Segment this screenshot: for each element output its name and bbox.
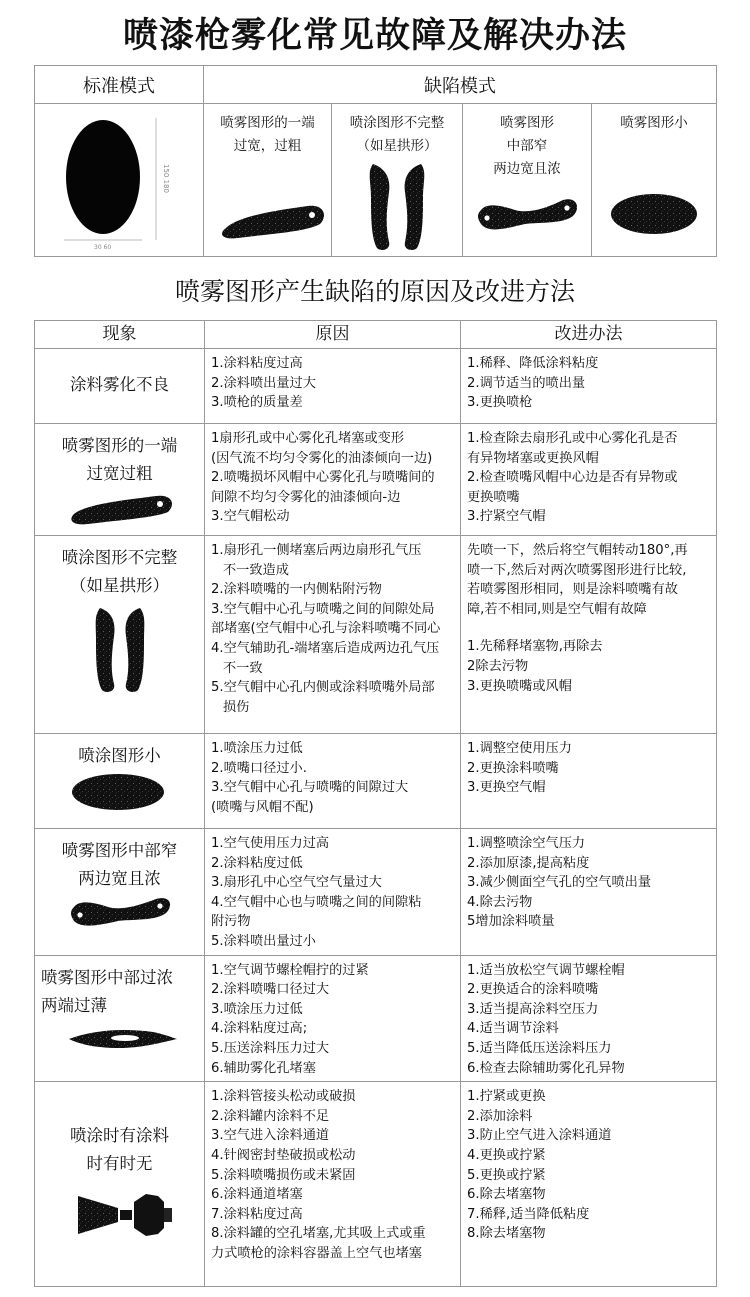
- cause-line: 间隙不均匀令雾化的油漆倾向-边: [211, 489, 401, 505]
- wide-end-pattern: [208, 186, 328, 256]
- column-header-cause: 原因: [205, 321, 461, 349]
- cause-line: 2.涂料罐内涂料不足: [211, 1108, 330, 1124]
- fix-line: 5.更换或拧紧: [467, 1167, 546, 1183]
- fix-line: 2.添加涂料: [467, 1108, 533, 1124]
- fix-line: 3.适当提高涂料空压力: [467, 1001, 599, 1017]
- cause-line: 2.喷嘴损坏风帽中心雾化孔与喷嘴间的: [211, 470, 435, 486]
- defect-caption-line: 过宽，过粗: [233, 138, 302, 154]
- standard-pattern-cell: [35, 104, 204, 257]
- cause-line: 2.涂料喷嘴的一内侧粘附污物: [211, 582, 382, 598]
- fix-line: 3.减少侧面空气孔的空气喷出量: [467, 875, 652, 891]
- phenomenon-cell: [35, 424, 205, 536]
- cause-line: 3.空气帽中心孔与喷嘴的间隙过大: [211, 780, 409, 796]
- header-standard: 标准模式: [35, 66, 204, 104]
- fix-line: 有异物堵塞或更换风帽: [467, 450, 599, 466]
- dense-middle-pattern-icon: [63, 1024, 183, 1054]
- cause-line: 4.空气帽中心也与喷嘴之间的间隙粘: [211, 894, 422, 910]
- cause-line: 不一致: [223, 660, 263, 676]
- fix-cell: [461, 829, 717, 956]
- fix-cell: [461, 734, 717, 829]
- phenomenon-text: 喷涂图形小: [78, 746, 161, 765]
- fix-line: 更换喷嘴: [467, 489, 520, 505]
- defect-cell-narrow-middle: [463, 104, 592, 257]
- column-header-fix: 改进办法: [461, 321, 717, 349]
- phenomenon-cell: [35, 349, 205, 424]
- phenomenon-text: 喷雾图形中部窄: [61, 841, 178, 860]
- fix-line: 3.防止空气进入涂料通道: [467, 1128, 612, 1144]
- cause-line: 2.涂料粘度过低: [211, 855, 303, 871]
- phenomenon-cell: [35, 734, 205, 829]
- cause-line: 3.空气帽中心孔与喷嘴之间的间隙处局: [211, 601, 435, 617]
- cause-cell: [205, 536, 461, 734]
- fix-line: 3.拧紧空气帽: [467, 509, 546, 525]
- phenomenon-text: （如星拱形）: [70, 576, 169, 595]
- vertical-dimension-label: 150 180: [162, 164, 170, 193]
- header-defect: 缺陷模式: [204, 66, 717, 104]
- phenomenon-text: 喷涂图形不完整: [61, 548, 178, 567]
- cause-line: 2.涂料喷出量过大: [211, 375, 316, 391]
- defect-caption-line: 喷雾图形的一端: [220, 115, 315, 131]
- phenomenon-cell: [35, 955, 205, 1082]
- fix-line: 1.稀释、降低涂料粘度: [467, 356, 599, 371]
- fix-line: 若喷雾图形相同，则是涂料喷嘴有故: [467, 582, 678, 598]
- column-header-phenomenon: 现象: [35, 321, 205, 349]
- cause-cell: [205, 734, 461, 829]
- cause-line: 3.空气进入涂料通道: [211, 1128, 330, 1144]
- phenomenon-cell: [35, 1082, 205, 1287]
- cause-line: 8.涂料罐的空孔堵塞,尤其吸上式或重: [211, 1226, 426, 1242]
- cause-line: 1.空气使用压力过高: [211, 836, 330, 851]
- cause-line: 6.辅助雾化孔堵塞: [211, 1060, 316, 1076]
- defect-caption-line: 喷雾图形: [500, 115, 554, 131]
- defect-cell-incomplete: [332, 104, 463, 257]
- cause-line: 5.涂料喷嘴损伤或未紧固: [211, 1167, 356, 1183]
- fix-line: 5增加涂料喷量: [467, 914, 555, 930]
- cause-line: 损伤: [223, 699, 250, 715]
- fix-line: 2.调节适当的喷出量: [467, 375, 586, 391]
- fix-line: 1.调整空使用压力: [467, 741, 572, 756]
- phenomenon-text: 时有时无: [86, 1154, 153, 1174]
- fix-line: 8.除去堵塞物: [467, 1226, 546, 1242]
- cause-line: 6.涂料通道堵塞: [211, 1187, 303, 1203]
- narrow-middle-pattern-icon: [60, 893, 180, 931]
- defect-causes-table: [34, 320, 717, 1287]
- fix-line: 2.更换适合的涂料喷嘴: [467, 982, 599, 998]
- cause-line: (喷嘴与风帽不配): [211, 799, 314, 815]
- incomplete-arch-pattern-icon: [60, 600, 180, 696]
- fix-line: 2.检查喷嘴风帽中心边是否有异物或: [467, 470, 678, 486]
- fix-line: 6.除去堵塞物: [467, 1187, 546, 1203]
- fix-cell: [461, 349, 717, 424]
- fix-line: 2.更换涂料喷嘴: [467, 760, 559, 776]
- cause-cell: [205, 1082, 461, 1287]
- fix-line: 7.稀释,适当降低粘度: [467, 1206, 590, 1222]
- fix-line: 3.更换喷枪: [467, 395, 533, 411]
- fix-line: 4.除去污物: [467, 894, 533, 910]
- phenomenon-text: 涂料雾化不良: [70, 375, 169, 394]
- fix-line: 5.适当降低压送涂料压力: [467, 1040, 612, 1056]
- cause-line: 1扇形孔或中心雾化孔堵塞或变形: [211, 431, 405, 446]
- fix-line: 3.更换空气帽: [467, 780, 546, 796]
- cause-line: 4.空气辅助孔-端堵塞后造成两边孔气压: [211, 640, 440, 656]
- table-row: [35, 829, 717, 956]
- cause-line: 1.喷涂压力过低: [211, 741, 303, 756]
- defect-caption-line: 喷雾图形小: [620, 115, 688, 131]
- defect-caption-line: 两边宽且浓: [493, 161, 561, 177]
- wide-end-pattern-icon: [60, 488, 180, 528]
- cause-cell: [205, 349, 461, 424]
- fix-line: 3.更换喷嘴或风帽: [467, 678, 572, 694]
- fix-line: 4.适当调节涂料: [467, 1021, 559, 1037]
- fix-cell: [461, 955, 717, 1082]
- fix-line: 4.更换或拧紧: [467, 1147, 546, 1163]
- cause-line: 力式喷枪的涂料容器盖上空气也堵塞: [211, 1245, 422, 1261]
- cause-line: 附污物: [211, 914, 251, 930]
- cause-line: 3.扇形孔中心空气空气量过大: [211, 875, 382, 891]
- cause-line: 2.涂料喷嘴口径过大: [211, 982, 330, 998]
- phenomenon-cell: [35, 536, 205, 734]
- cause-line: 3.喷涂压力过低: [211, 1001, 303, 1017]
- narrow-middle-pattern: [467, 194, 587, 244]
- cause-line: 5.涂料喷出量过小: [211, 933, 316, 949]
- fix-line: 2.添加原漆,提高粘度: [467, 855, 590, 871]
- fix-line: 1.先稀释堵塞物,再除去: [467, 639, 603, 655]
- defect-caption-line: （如星拱形）: [356, 138, 438, 154]
- cause-line: 4.针阀密封垫破损或松动: [211, 1147, 356, 1163]
- small-pattern-icon: [60, 770, 180, 812]
- cause-line: 部堵塞(空气帽中心孔与涂料喷嘴不同心: [211, 621, 441, 637]
- fix-line: 2除去污物: [467, 658, 529, 674]
- phenomenon-cell: [35, 829, 205, 956]
- cause-line: 5.压送涂料压力过大: [211, 1040, 330, 1056]
- fix-line: 1.调整喷涂空气压力: [467, 836, 586, 851]
- table-row: [35, 536, 717, 734]
- cause-line: 1.空气调节螺栓帽拧的过紧: [211, 962, 369, 978]
- intermittent-spray-pattern-icon: [60, 1188, 180, 1242]
- table-row: [35, 424, 717, 536]
- table-row: [35, 1082, 717, 1287]
- fix-cell: [461, 536, 717, 734]
- fix-line: 1.适当放松空气调节螺栓帽: [467, 962, 625, 978]
- defect-cell-wide-end: [204, 104, 332, 257]
- cause-cell: [205, 424, 461, 536]
- defect-caption-line: 中部窄: [506, 138, 548, 154]
- cause-line: 1.扇形孔一侧堵塞后两边扇形孔气压: [211, 543, 422, 558]
- cause-line: 5.空气帽中心孔内侧或涂料喷嘴外局部: [211, 680, 435, 696]
- fix-line: 1.拧紧或更换: [467, 1089, 546, 1105]
- cause-cell: [205, 829, 461, 956]
- small-pattern: [594, 182, 714, 242]
- cause-line: 1.涂料粘度过高: [211, 356, 303, 371]
- phenomenon-text: 喷涂时有涂料: [70, 1126, 169, 1146]
- defect-cell-small: [592, 104, 717, 257]
- phenomenon-text: 喷雾图形的一端: [61, 436, 178, 455]
- table-row: [35, 349, 717, 424]
- table-row: [35, 734, 717, 829]
- cause-line: (因气流不均匀令雾化的油漆倾向一边): [211, 450, 433, 466]
- horizontal-dimension-label: 30 60: [94, 244, 112, 251]
- phenomenon-text: 两边宽且浓: [78, 869, 161, 888]
- fix-line: 喷一下,然后对两次喷雾图形进行比较,: [467, 562, 687, 578]
- cause-line: 不一致造成: [223, 562, 289, 578]
- defect-caption-line: 喷涂图形不完整: [349, 115, 445, 131]
- standard-oval-pattern: [36, 104, 202, 254]
- page-title: 喷漆枪雾化常见故障及解决办法: [122, 16, 627, 56]
- section-subtitle: 喷雾图形产生缺陷的原因及改进方法: [174, 277, 575, 306]
- fix-line: 先喷一下，然后将空气帽转动180°,再: [467, 543, 688, 558]
- phenomenon-text: 过宽过粗: [86, 464, 153, 483]
- fix-cell: [461, 424, 717, 536]
- fix-line: 6.检查去除辅助雾化孔异物: [467, 1060, 625, 1076]
- phenomenon-text: 两端过薄: [41, 995, 107, 1015]
- fix-line: 1.检查除去扇形孔或中心雾化孔是否: [467, 431, 678, 446]
- cause-line: 4.涂料粘度过高;: [211, 1021, 308, 1037]
- pattern-comparison-table: [34, 65, 717, 257]
- cause-cell: [205, 955, 461, 1082]
- cause-line: 3.空气帽松动: [211, 509, 290, 525]
- cause-line: 1.涂料管接头松动或破损: [211, 1089, 356, 1105]
- table-row: [35, 955, 717, 1082]
- fix-cell: [461, 1082, 717, 1287]
- incomplete-arch-pattern: [337, 158, 457, 254]
- cause-line: 7.涂料粘度过高: [211, 1206, 303, 1222]
- cause-line: 3.喷枪的质量差: [211, 395, 303, 411]
- cause-line: 2.喷嘴口径过小.: [211, 760, 307, 776]
- fix-line: 障,若不相同,则是空气帽有故障: [467, 601, 647, 617]
- phenomenon-text: 喷雾图形中部过浓: [41, 967, 173, 987]
